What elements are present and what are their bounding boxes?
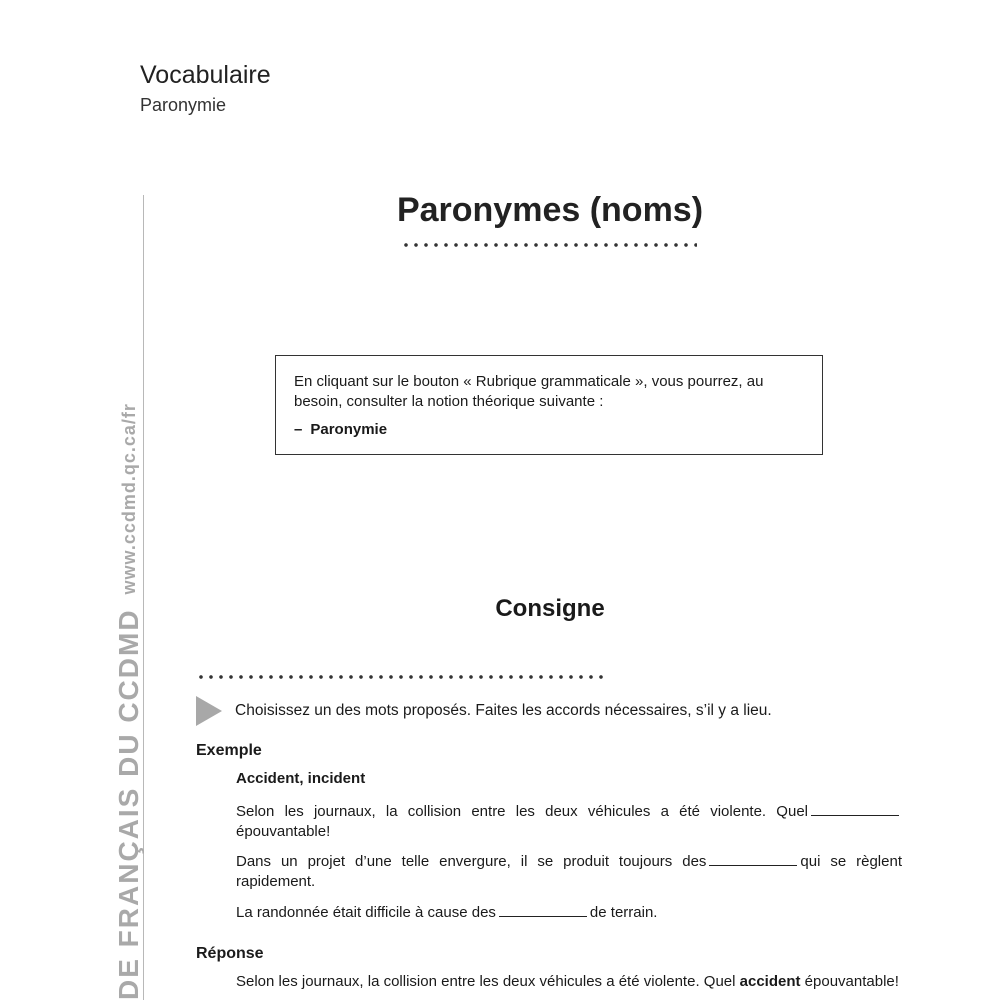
sentence-part: épouvantable! xyxy=(236,823,331,840)
answer-blank xyxy=(709,851,797,866)
sentence-part: épouvantable! xyxy=(804,973,899,990)
sentence-part: qui se règlent rapidement. xyxy=(236,853,902,890)
sentence-part: Selon les journaux, la collision entre les deux véhicules a été violente. Quel xyxy=(236,973,736,990)
example-sentence xyxy=(236,801,902,842)
vertical-sidebar-text xyxy=(106,400,152,1000)
example-sentence xyxy=(236,902,902,923)
instruction-text: Choisissez un des mots proposés. Faites les accords nécessaires, s’il y a lieu. xyxy=(235,702,772,719)
consigne-title: Consigne xyxy=(495,595,605,622)
sidebar-url: www.ccdmd.qc.ca/fr xyxy=(118,403,139,595)
note-box xyxy=(275,355,823,455)
example-sentence xyxy=(236,851,902,892)
page-title: Paronymes (noms) xyxy=(396,191,704,229)
answer-word: accident xyxy=(739,973,801,990)
note-text: En cliquant sur le bouton « Rubrique grammaticale », vous pourrez, au besoin, consulter la notion théorique suivante : xyxy=(294,373,764,410)
consigne-dotted-rule xyxy=(196,674,608,680)
sentence-part: Selon les journaux, la collision entre les deux véhicules a été violente. Quel xyxy=(236,803,808,820)
sidebar-brand: DE FRANÇAIS DU CCDMD xyxy=(113,608,144,1000)
section-subheading: Paronymie xyxy=(140,95,227,115)
answer-blank xyxy=(811,801,899,816)
answer-blank xyxy=(499,902,587,917)
instruction-row xyxy=(196,696,916,726)
answer-sentence xyxy=(236,972,902,992)
reponse-label: Réponse xyxy=(196,945,264,962)
sentence-part: de terrain. xyxy=(589,904,658,921)
exemple-label: Exemple xyxy=(196,742,262,759)
play-arrow-icon xyxy=(196,696,222,726)
word-pair: Accident, incident xyxy=(236,770,366,787)
sentence-part: La randonnée était difficile à cause des xyxy=(236,904,496,921)
note-item-label: Paronymie xyxy=(310,421,388,438)
section-heading: Vocabulaire xyxy=(140,61,271,89)
note-dash: – xyxy=(294,421,303,438)
note-item xyxy=(294,420,804,440)
sentence-part: Dans un projet d’une telle envergure, il se produit toujours des xyxy=(236,853,707,870)
title-dotted-rule xyxy=(401,242,697,248)
